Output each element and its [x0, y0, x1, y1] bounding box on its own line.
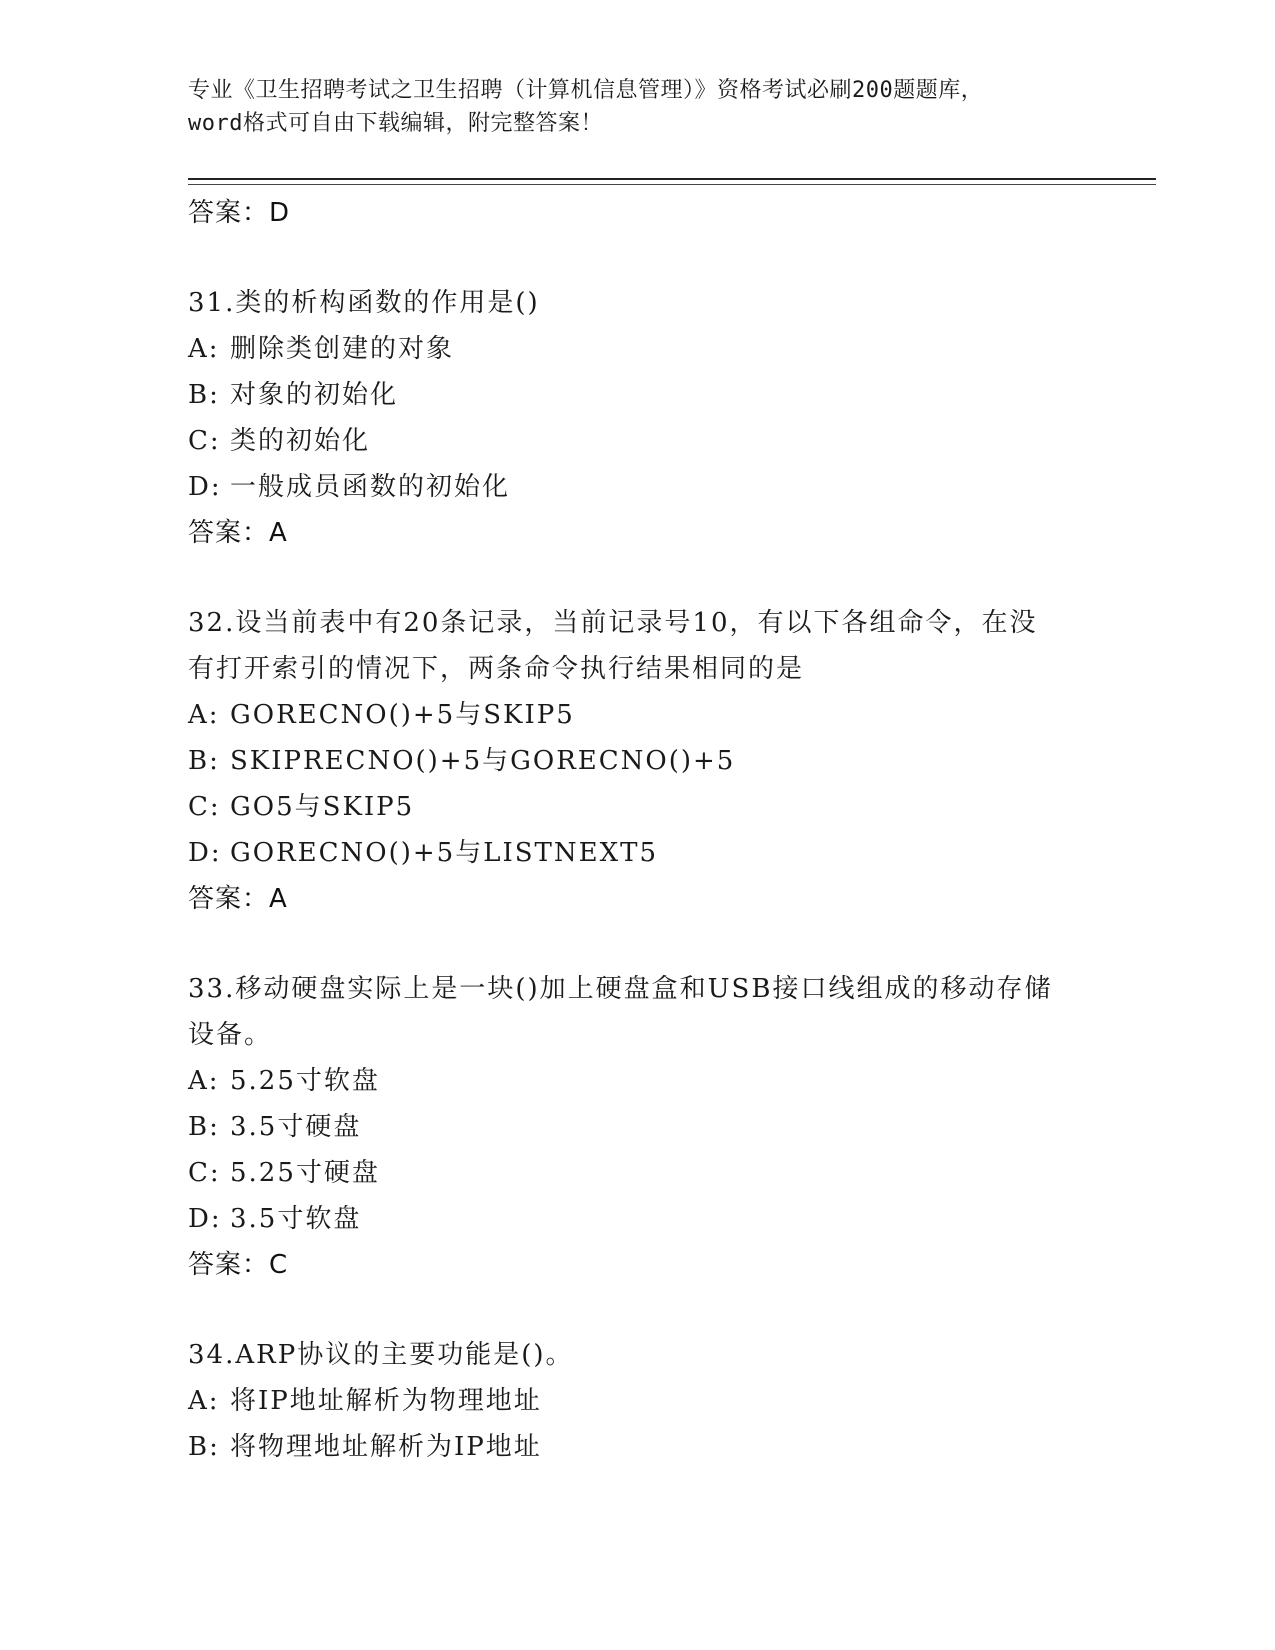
answer-option	[188, 1196, 1088, 1242]
document-header	[188, 74, 1088, 140]
option-text: 将物理地址解析为IP地址	[230, 1432, 542, 1462]
option-key: A:	[188, 334, 220, 364]
option-key: B:	[188, 380, 220, 410]
option-text: 一般成员函数的初始化	[230, 472, 511, 502]
answer-option	[188, 784, 1088, 830]
question-block	[188, 966, 1088, 1288]
option-key: A:	[188, 1386, 220, 1416]
question-spacer	[188, 556, 1088, 600]
option-text: SKIPRECNO()+5与GORECNO()+5	[230, 746, 736, 776]
answer-option	[188, 418, 1088, 464]
option-key: A:	[188, 700, 220, 730]
question-list	[188, 236, 1088, 1470]
question-stem: 设备。	[188, 1020, 273, 1050]
option-key: C:	[188, 1158, 221, 1188]
option-key: D:	[188, 1204, 222, 1234]
header-divider-thick	[188, 178, 1156, 180]
header-line-1: 专业《卫生招聘考试之卫生招聘（计算机信息管理）》资格考试必刷200题题库，	[188, 78, 984, 103]
option-text: 5.25寸软盘	[230, 1066, 380, 1096]
answer-option	[188, 738, 1088, 784]
option-key: C:	[188, 792, 221, 822]
option-key: B:	[188, 1112, 220, 1142]
answer-option	[188, 1058, 1088, 1104]
answer-option	[188, 1150, 1088, 1196]
option-key: A:	[188, 1066, 220, 1096]
option-key: B:	[188, 1432, 220, 1462]
option-key: D:	[188, 472, 222, 502]
answer-option	[188, 1424, 1088, 1470]
question-block	[188, 280, 1088, 556]
question-answer: 答案：A	[188, 884, 288, 914]
option-text: GORECNO()+5与SKIP5	[230, 700, 575, 730]
option-text: 将IP地址解析为物理地址	[230, 1386, 542, 1416]
question-spacer	[188, 922, 1088, 966]
question-spacer	[188, 236, 1088, 280]
option-key: D:	[188, 838, 222, 868]
answer-option	[188, 692, 1088, 738]
header-divider-thin	[188, 184, 1156, 185]
answer-option	[188, 1378, 1088, 1424]
question-stem: 有打开索引的情况下，两条命令执行结果相同的是	[188, 654, 805, 684]
option-text: 5.25寸硬盘	[230, 1158, 380, 1188]
question-answer: 答案：A	[188, 518, 288, 548]
option-text: 类的初始化	[230, 426, 371, 456]
option-text: 对象的初始化	[230, 380, 399, 410]
previous-answer: 答案：D	[188, 198, 291, 228]
question-block	[188, 1332, 1088, 1470]
question-block	[188, 600, 1088, 922]
answer-option	[188, 830, 1088, 876]
answer-option	[188, 372, 1088, 418]
question-stem: 33.移动硬盘实际上是一块()加上硬盘盒和USB接口线组成的移动存储	[188, 974, 1053, 1004]
option-text: GORECNO()+5与LISTNEXT5	[230, 838, 659, 868]
option-text: GO5与SKIP5	[230, 792, 415, 822]
option-key: C:	[188, 426, 221, 456]
question-stem: 32.设当前表中有20条记录，当前记录号10，有以下各组命令，在没	[188, 608, 1038, 638]
header-line-2: word格式可自由下载编辑，附完整答案！	[188, 111, 603, 136]
question-answer: 答案：C	[188, 1250, 289, 1280]
question-spacer	[188, 1288, 1088, 1332]
option-key: B:	[188, 746, 220, 776]
option-text: 3.5寸软盘	[230, 1204, 362, 1234]
answer-option	[188, 326, 1088, 372]
question-stem: 31.类的析构函数的作用是()	[188, 288, 540, 318]
question-stem: 34.ARP协议的主要功能是()。	[188, 1340, 574, 1370]
option-text: 删除类创建的对象	[230, 334, 455, 364]
answer-option	[188, 464, 1088, 510]
answer-option	[188, 1104, 1088, 1150]
document-body	[188, 190, 1088, 1470]
option-text: 3.5寸硬盘	[230, 1112, 362, 1142]
